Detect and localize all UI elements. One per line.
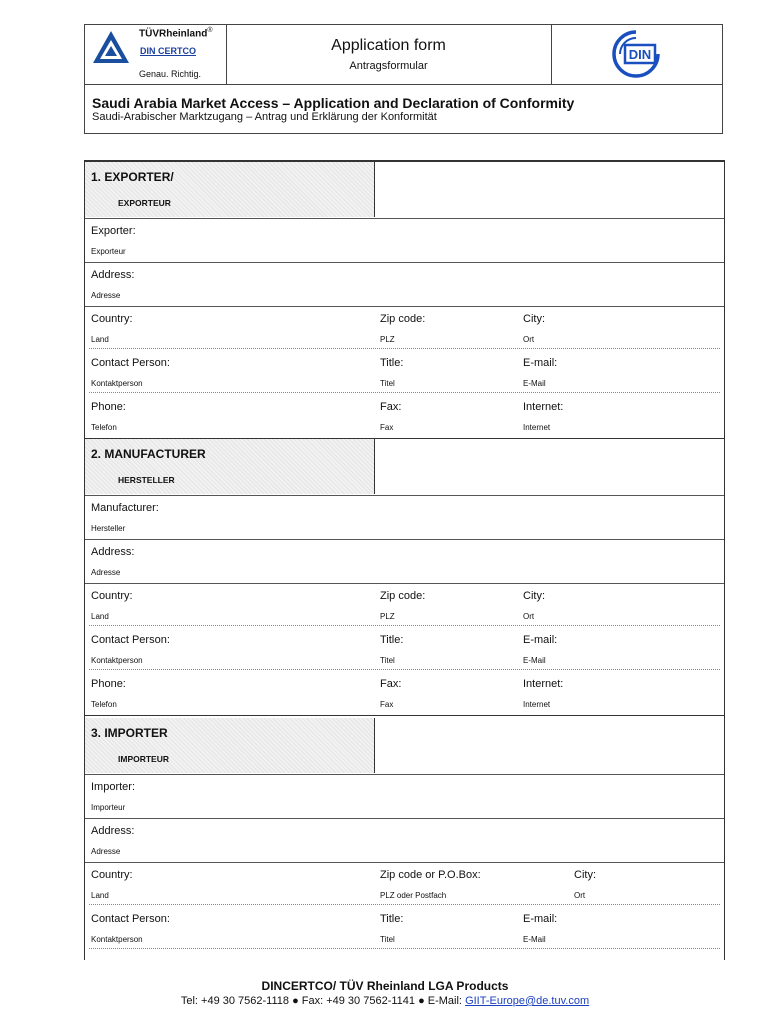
section-title-cell [85,718,375,773]
field-label: Address: [91,546,135,558]
dotted-divider [89,669,720,670]
field-label: Contact Person: [91,634,170,646]
importer-name-field[interactable] [85,774,724,819]
manufacturer-phone-row[interactable] [85,671,724,716]
field-label-de: Kontaktperson [91,656,143,665]
field-label: Country: [91,313,133,325]
field-label-de: PLZ [380,335,395,344]
field-label: Country: [91,590,133,602]
form-header [84,24,723,134]
field-label-de: Adresse [91,291,121,300]
header-title-row [85,84,722,134]
field-label: City: [574,869,596,881]
field-label: Country: [91,869,133,881]
field-label: Title: [380,634,404,646]
field-label: Fax: [380,401,402,413]
field-label-de: PLZ oder Postfach [380,891,447,900]
field-label: E-mail: [523,357,558,369]
field-label-de: Fax [380,423,394,432]
exporter-name-field[interactable] [85,218,724,263]
section-exporter-header [85,162,724,219]
importer-contact-row[interactable] [85,906,724,950]
field-label-de: E-Mail [523,656,546,665]
field-label: City: [523,313,545,325]
section-title: 1. EXPORTER/ [91,170,174,184]
field-label: Zip code or P.O.Box: [380,869,481,881]
section-subtitle: IMPORTEUR [118,754,169,764]
field-label-de: PLZ [380,612,395,621]
din-logo-cell [551,25,723,84]
field-label-de: Land [91,891,109,900]
field-label-de: Exporteur [91,247,126,256]
exporter-phone-row[interactable] [85,394,724,439]
din-logo-text: DIN [628,47,652,62]
dotted-divider [89,392,720,393]
manufacturer-name-field[interactable] [85,495,724,540]
section-title-cell [85,162,375,217]
section-manufacturer-header [85,439,724,496]
field-label-de: Adresse [91,568,121,577]
header-top-row [85,25,722,85]
main-title: Saudi Arabia Market Access – Application and Declaration of Conformity [92,95,575,111]
section-importer-header [85,718,724,775]
manufacturer-address-field[interactable] [85,539,724,584]
field-label: E-mail: [523,913,558,925]
field-label: Address: [91,825,135,837]
section-title-cell [85,439,375,494]
field-label-de: Telefon [91,423,117,432]
tuv-logo-cell [85,25,227,84]
field-label-de: Ort [523,612,535,621]
exporter-contact-row[interactable] [85,350,724,394]
field-label: Zip code: [380,313,426,325]
footer-contact [0,995,770,1007]
dincertco-logo: DIN CERTCO [140,46,196,56]
exporter-country-row[interactable] [85,306,724,350]
section-subtitle: HERSTELLER [118,475,175,485]
application-title: Application form [331,37,446,54]
importer-country-row[interactable] [85,862,724,906]
field-label: Phone: [91,678,126,690]
importer-address-field[interactable] [85,818,724,863]
field-label: Internet: [523,401,564,413]
field-label-de: E-Mail [523,935,546,944]
field-label: City: [523,590,545,602]
field-label-de: Titel [380,656,395,665]
footer-company: DINCERTCO/ TÜV Rheinland LGA Products [261,979,509,993]
field-label: Exporter: [91,225,136,237]
application-form [84,160,725,960]
dotted-divider [89,948,720,949]
field-label: Phone: [91,401,126,413]
dotted-divider [89,904,720,905]
field-label-de: Land [91,612,109,621]
field-label: E-mail: [523,634,558,646]
field-label-de: Kontaktperson [91,379,143,388]
field-label-de: Telefon [91,700,117,709]
field-label: Manufacturer: [91,502,159,514]
field-label: Importer: [91,781,136,793]
field-label-de: Titel [380,935,395,944]
main-subtitle: Saudi-Arabischer Marktzugang – Antrag und Erklärung der Konformität [92,111,437,123]
field-label-de: Hersteller [91,524,126,533]
field-label: Address: [91,269,135,281]
field-label-de: Titel [380,379,395,388]
application-subtitle: Antragsformular [349,60,428,72]
field-label-de: Land [91,335,109,344]
section-subtitle: EXPORTEUR [118,198,171,208]
slogan: Genau. Richtig. [139,69,202,79]
manufacturer-country-row[interactable] [85,583,724,627]
footer-email-link[interactable]: GIIT-Europe@de.tuv.com [465,995,590,1007]
page-footer [0,979,770,1007]
exporter-address-field[interactable] [85,262,724,307]
field-label-de: Internet [523,423,551,432]
field-label: Contact Person: [91,913,170,925]
field-label-de: Kontaktperson [91,935,143,944]
field-label-de: Ort [574,891,586,900]
field-label: Contact Person: [91,357,170,369]
title-cell [226,25,552,84]
tuv-brand: TÜVRheinland® [139,27,213,40]
field-label-de: Internet [523,700,551,709]
field-label: Fax: [380,678,402,690]
footer-contact-text: Tel: +49 30 7562-1118 ● Fax: +49 30 7562-1141 ● E-Mail: [180,995,466,1007]
field-label: Title: [380,357,404,369]
field-label-de: Fax [380,700,394,709]
field-label: Internet: [523,678,564,690]
section-title: 2. MANUFACTURER [91,447,206,461]
manufacturer-contact-row[interactable] [85,627,724,671]
dotted-divider [89,348,720,349]
section-title: 3. IMPORTER [91,726,168,740]
field-label-de: Adresse [91,847,121,856]
field-label-de: E-Mail [523,379,546,388]
tuv-triangle-icon [91,29,131,65]
field-label: Title: [380,913,404,925]
field-label-de: Importeur [91,803,126,812]
din-logo-icon [611,29,661,79]
field-label: Zip code: [380,590,426,602]
field-label-de: Ort [523,335,535,344]
dotted-divider [89,625,720,626]
